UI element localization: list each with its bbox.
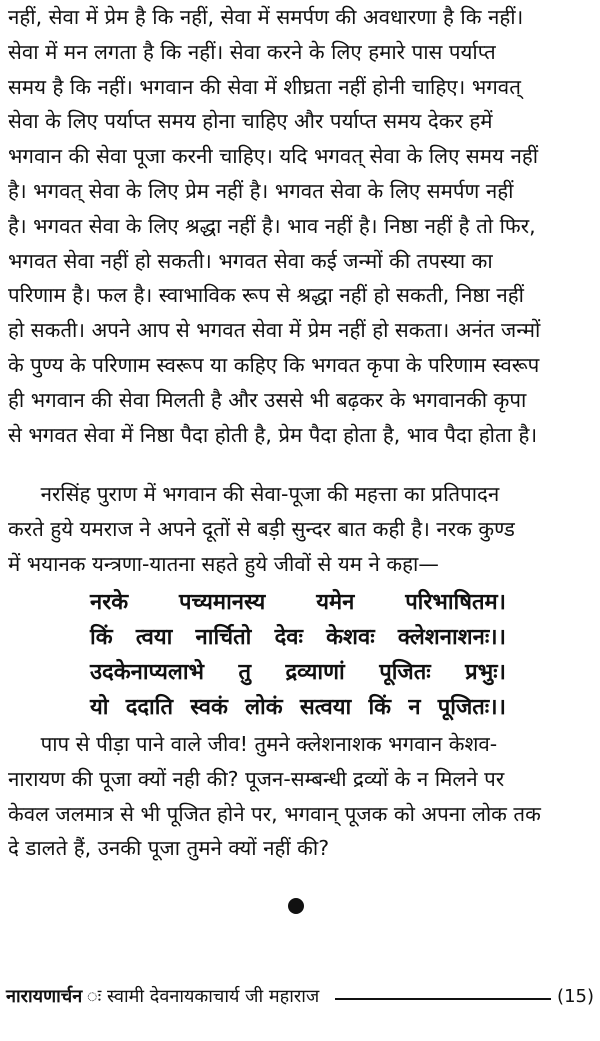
text-line: परिणाम है। फल है। स्वाभाविक रूप से श्रद्धा नहीं हो सकती, निष्ठा नहीं (8, 283, 524, 308)
text-line: से भगवत सेवा में निष्ठा पैदा होती है, प्रेम पैदा होता है, भाव पैदा होता है। (8, 422, 538, 447)
verse-word: केशवः (326, 625, 375, 650)
verse-word: त्वया (135, 625, 173, 650)
verse-word: यो (90, 695, 109, 720)
text-line: नरसिंह पुराण में भगवान की सेवा-पूजा की महत्ता का प्रतिपादन (8, 482, 500, 506)
page-number: (15) (557, 986, 594, 1007)
paragraph-seva-importance (8, 0, 592, 452)
footer-rule (335, 998, 551, 1000)
sanskrit-verse-block (90, 585, 506, 725)
text-line: भगवत सेवा नहीं हो सकती। भगवत सेवा कई जन्मों की तपस्या का (8, 248, 493, 273)
title-separator: ः (82, 986, 107, 1007)
verse-word: द्रव्याणां (285, 660, 345, 685)
text-line: भगवान की सेवा पूजा करनी चाहिए। यदि भगवत् सेवा के लिए समय नहीं (8, 144, 539, 169)
text-line: के पुण्य के परिणाम स्वरूप या कहिए कि भगवत कृपा के परिणाम स्वरूप (8, 352, 540, 377)
author-name: स्वामी देवनायकाचार्य जी महाराज (106, 986, 320, 1007)
verse-word: नरके (90, 590, 129, 615)
verse-word: किं (90, 625, 113, 650)
text-line: नहीं, सेवा में प्रेम है कि नहीं, सेवा में समर्पण की अवधारणा है कि नहीं। (8, 5, 524, 29)
verse-word: स्वकं (190, 695, 228, 720)
paragraph-narasimha-purana (8, 477, 592, 581)
text-line: पाप से पीड़ा पाने वाले जीव! तुमने क्लेशनाशक भगवान केशव- (8, 732, 498, 756)
verse-word: लोकं (245, 695, 283, 720)
verse-word: ददाति (125, 695, 173, 720)
section-divider-dot (288, 898, 304, 914)
text-line: दे डालते हैं, उनकी पूजा तुमने क्यों नहीं की? (8, 836, 330, 861)
verse-word: देवः (274, 625, 303, 650)
text-line: ही भगवान की सेवा मिलती है और उससे भी बढ़कर के भगवानकी कृपा (8, 387, 527, 412)
text-line: सेवा में मन लगता है कि नहीं। सेवा करने के लिए हमारे पास पर्याप्त (8, 39, 496, 64)
verse-line-1 (90, 585, 506, 620)
verse-word: नार्चितो (195, 625, 252, 650)
verse-word: उदकेनाप्यलाभे (90, 660, 205, 685)
text-line: करते हुये यमराज ने अपने दूतों से बड़ी सुन्दर बात कही है। नरक कुण्ड (8, 516, 515, 541)
paragraph-verse-translation (8, 727, 592, 866)
text-line: केवल जलमात्र से भी पूजित होने पर, भगवान् पूजक को अपना लोक तक (8, 801, 541, 826)
verse-line-4 (90, 690, 506, 725)
text-line: सेवा के लिए पर्याप्त समय होना चाहिए और पर्याप्त समय देकर हमें (8, 109, 493, 134)
verse-word: किं (368, 695, 392, 720)
page-footer (6, 985, 594, 1009)
verse-word: तु (238, 660, 252, 685)
verse-word: प्रभुः। (465, 660, 506, 685)
verse-word: परिभाषितम। (405, 590, 506, 615)
verse-word: क्लेशनाशनः।। (397, 625, 506, 650)
verse-word: पच्यमानस्य (178, 590, 266, 615)
text-line: हो सकती। अपने आप से भगवत सेवा में प्रेम नहीं हो सकता। अनंत जन्मों (8, 318, 541, 343)
text-line: नारायण की पूजा क्यों नही की? पूजन-सम्बन्धी द्रव्यों के न मिलने पर (8, 766, 505, 791)
verse-word: सत्वया (299, 695, 352, 720)
verse-line-3 (90, 655, 506, 690)
verse-word: न (408, 695, 421, 720)
verse-word: पूजितः।। (437, 695, 506, 720)
book-title: नारायणार्चन (6, 986, 83, 1007)
text-line: में भयानक यन्त्रणा-यातना सहते हुये जीवों से यम ने कहा— (8, 551, 439, 576)
text-line: है। भगवत् सेवा के लिए प्रेम नहीं है। भगवत सेवा के लिए समर्पण नहीं (8, 178, 514, 203)
verse-word: यमेन (316, 590, 355, 615)
text-line: है। भगवत सेवा के लिए श्रद्धा नहीं है। भाव नहीं है। निष्ठा नहीं है तो फिर, (8, 213, 536, 238)
verse-word: पूजितः (379, 660, 431, 685)
text-line: समय है कि नहीं। भगवान की सेवा में शीघ्रता नहीं होनी चाहिए। भगवत् (8, 74, 521, 99)
verse-line-2 (90, 620, 506, 655)
